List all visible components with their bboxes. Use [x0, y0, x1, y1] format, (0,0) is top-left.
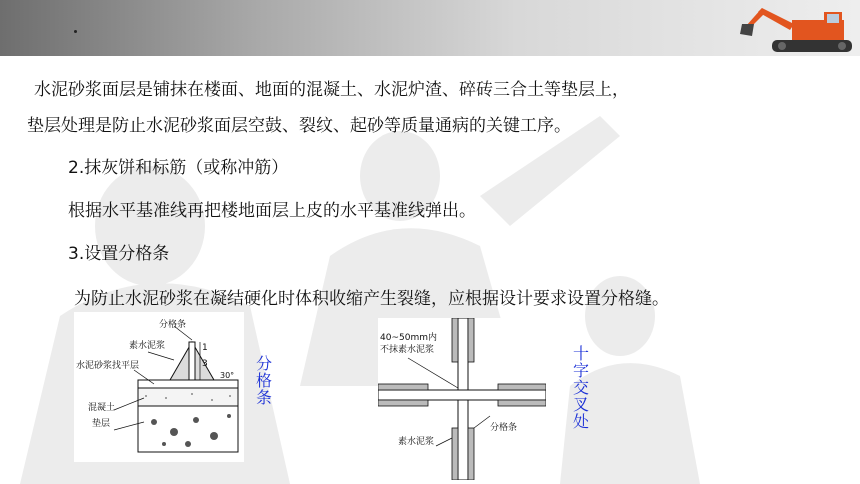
label-mortar: 水泥砂浆找平层 [76, 361, 140, 371]
header-banner [0, 0, 860, 56]
paragraph-1: 水泥砂浆面层是铺抹在楼面、地面的混凝土、水泥炉渣、碎砖三合土等垫层上， [34, 80, 629, 100]
label-note-line1: 40~50mm内 [380, 333, 437, 343]
heading-2: 2.抹灰饼和标筋（或称冲筋） [68, 158, 289, 178]
horizontal-strip [378, 390, 546, 400]
dim-angle: 30° [220, 371, 235, 380]
paragraph-2: 垫层处理是防止水泥砂浆面层空鼓、裂纹、起砂等质量通病的关键工序。 [27, 116, 571, 136]
excavator-icon [732, 2, 860, 56]
label-cement-2: 素水泥浆 [398, 437, 435, 447]
concrete-layer [138, 388, 238, 406]
strip-bar [189, 342, 195, 380]
banner-dot [74, 30, 77, 33]
label-strip-2: 分格条 [490, 423, 518, 433]
figure2-side-label: 十字交叉处 [572, 344, 589, 431]
label-base: 垫层 [92, 419, 111, 429]
label-strip: 分格条 [159, 320, 187, 330]
paragraph-3: 根据水平基准线再把楼地面层上皮的水平基准线弹出。 [68, 201, 476, 221]
paragraph-4: 为防止水泥砂浆在凝结硬化时体积收缩产生裂缝，应根据设计要求设置分格缝。 [74, 289, 669, 309]
figure1-side-label: 分格条 [255, 354, 272, 407]
label-concrete: 混凝土 [88, 403, 116, 413]
figure-cross-junction [378, 318, 546, 480]
heading-3: 3.设置分格条 [68, 244, 170, 264]
label-note-line2: 不抹素水泥浆 [380, 345, 435, 355]
label-cement: 素水泥浆 [129, 341, 166, 351]
dim-depth: 3 [202, 359, 208, 369]
figure-strip-section [74, 312, 244, 462]
dim-top: 1 [202, 343, 208, 353]
